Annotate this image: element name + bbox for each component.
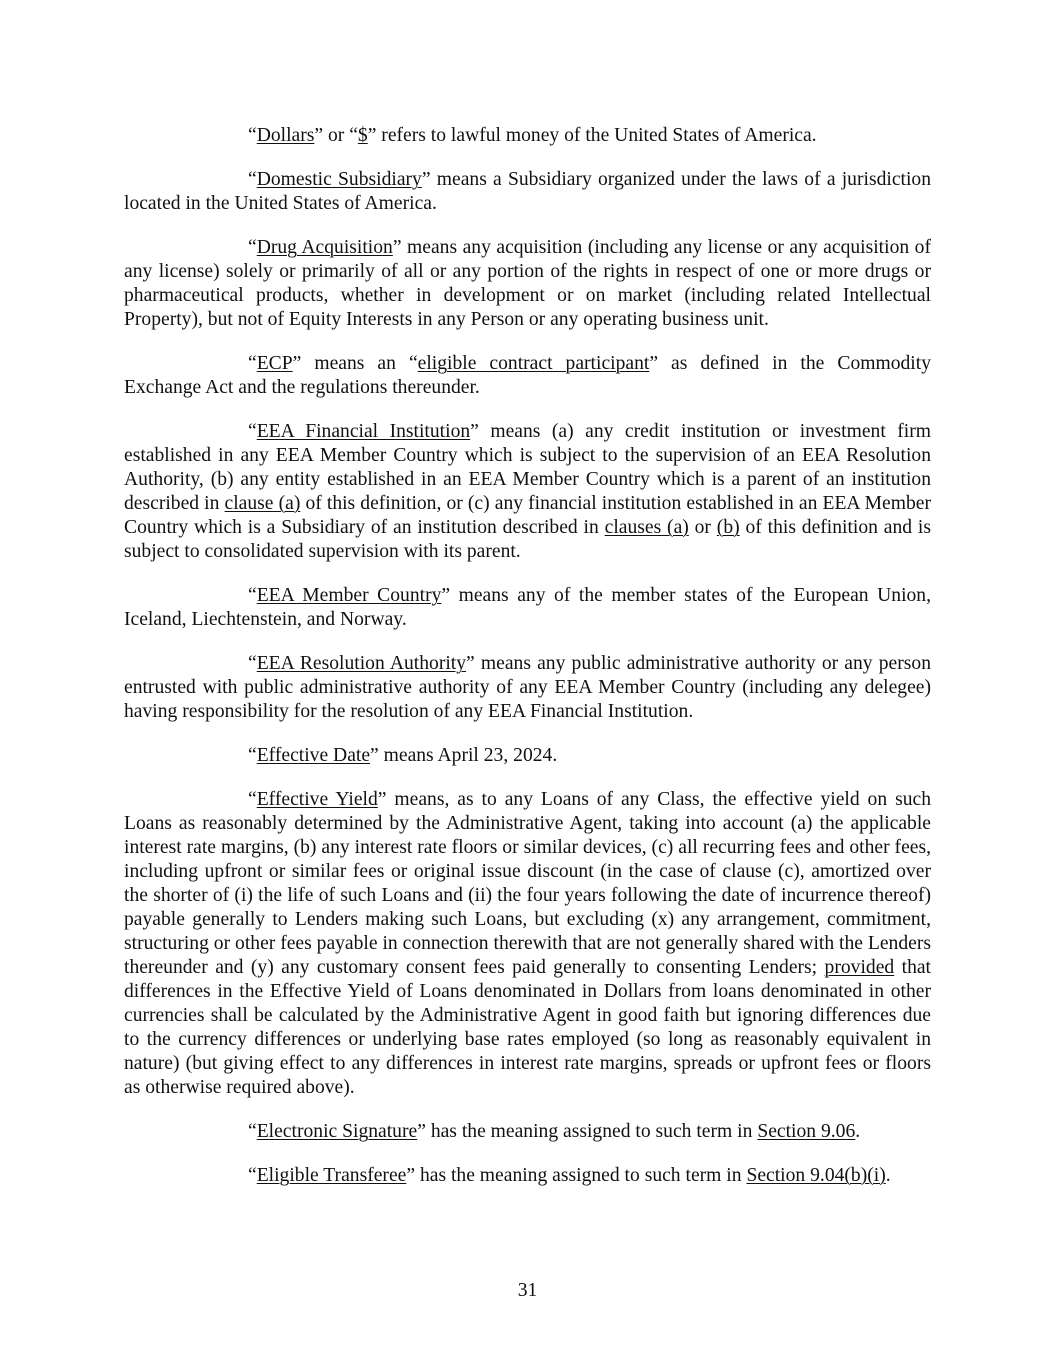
paragraph-text: ” means (a) any credit institution or investment firm established in any EEA Member Country which is subject to the supervision of an EEA Resolution Authority, (b) any entity established in an EEA Member Country which is a parent of an institution described in (124, 421, 932, 514)
paragraph-text: ” means an “ (292, 353, 418, 374)
definition-paragraph (124, 788, 931, 1100)
document-body (124, 124, 931, 1208)
underlined-term: eligible contract participant (417, 353, 650, 374)
page-number: 31 (517, 1280, 538, 1301)
paragraph-text: ” means any of the member states of the European Union, Iceland, Liechtenstein, and Norway. (124, 585, 932, 630)
paragraph-text: ” or “ (314, 125, 358, 146)
paragraph-text: ” means April 23, 2024. (370, 745, 558, 766)
definition-paragraph (124, 352, 931, 400)
underlined-term: Eligible Transferee (256, 1165, 407, 1186)
underlined-term: ECP (256, 353, 293, 374)
paragraph-text: that differences in the Effective Yield of Loans denominated in Dollars from loans denominated in other currencies shall be calculated by the Administrative Agent in good faith but ignoring differences due to the currency differences or underlying base rates employed (so long as reasonably equivalent in nature) (but giving effect to any differences in interest rate margins, spreads or upfront fees or floors as otherwise required above). (124, 957, 932, 1098)
underlined-term: EEA Resolution Authority (256, 653, 467, 674)
underlined-term: Effective Date (256, 745, 371, 766)
paragraph-text: “ (248, 353, 257, 374)
paragraph-text: “ (248, 745, 257, 766)
underlined-term: $ (357, 125, 368, 146)
definition-paragraph (124, 168, 931, 216)
definition-paragraph (124, 584, 931, 632)
paragraph-text: ” as defined in the Commodity Exchange Act and the regulations thereunder. (124, 353, 931, 398)
paragraph-text: ” means, as to any Loans of any Class, the effective yield on such Loans as reasonably determined by the Administrative Agent, taking into account (a) the applicable interest rate margins, (b) any interest rate floors or similar devices, (c) all recurring fees and other fees, including upfront or similar fees or original issue discount (in the case of clause (c), amortized over the shorter of (i) the life of such Loans and (ii) the four years following the date of incurrence thereof) payable generally to Lenders making such Loans, but excluding (x) any arrangement, commitment, structuring or other fees payable in connection therewith that are not generally shared with the Lenders thereunder and (y) any customary consent fees paid generally to consenting Lenders; (124, 789, 931, 978)
definition-paragraph (124, 420, 931, 564)
underlined-term: clauses (a) (604, 517, 689, 538)
paragraph-text: ” has the meaning assigned to such term in (417, 1121, 758, 1142)
paragraph-text: ” means any public administrative authority or any person entrusted with public administrative authority of any EEA Member Country (including any delegee) having responsibility for the resolution of any EEA Financial Institution. (124, 653, 931, 722)
underlined-term: Drug Acquisition (256, 237, 393, 258)
underlined-term: Effective Yield (256, 789, 378, 810)
underlined-term: Domestic Subsidiary (256, 169, 422, 190)
underlined-term: clause (a) (224, 493, 301, 514)
underlined-term: Electronic Signature (256, 1121, 418, 1142)
paragraph-text: ” means a Subsidiary organized under the laws of a jurisdiction located in the United States of America. (124, 169, 931, 214)
paragraph-text: “ (248, 237, 257, 258)
underlined-term: Dollars (256, 125, 315, 146)
paragraph-text: of this definition, or (c) any financial institution established in an EEA Member Country which is a Subsidiary of an institution described in (124, 493, 931, 538)
paragraph-text: or (688, 517, 717, 538)
underlined-term: provided (824, 957, 895, 978)
definition-paragraph (124, 1164, 931, 1188)
paragraph-text: “ (248, 585, 257, 606)
definition-paragraph (124, 124, 931, 148)
paragraph-text: “ (248, 1121, 257, 1142)
paragraph-text: “ (248, 421, 257, 442)
definition-paragraph (124, 1120, 931, 1144)
paragraph-text: ” has the meaning assigned to such term in (406, 1165, 747, 1186)
paragraph-text: of this definition and is subject to consolidated supervision with its parent. (124, 517, 931, 562)
definition-paragraph (124, 744, 931, 768)
definition-paragraph (124, 236, 931, 332)
paragraph-text: “ (248, 1165, 257, 1186)
paragraph-text: . (885, 1165, 891, 1186)
paragraph-text: “ (248, 789, 257, 810)
paragraph-text: ” means any acquisition (including any license or any acquisition of any license) solely or primarily of all or any portion of the rights in respect of one or more drugs or pharmaceutical products, whether in development or on market (including related Intellectual Property), but not of Equity Interests in any Person or any operating business unit. (124, 237, 931, 330)
underlined-term: Section 9.06 (757, 1121, 856, 1142)
paragraph-text: . (855, 1121, 861, 1142)
underlined-term: Section 9.04(b)(i) (746, 1165, 886, 1186)
definition-paragraph (124, 652, 931, 724)
paragraph-text: ” refers to lawful money of the United States of America. (367, 125, 817, 146)
paragraph-text: “ (248, 653, 257, 674)
underlined-term: EEA Financial Institution (256, 421, 471, 442)
paragraph-text: “ (248, 125, 257, 146)
paragraph-text: “ (248, 169, 257, 190)
underlined-term: EEA Member Country (256, 585, 442, 606)
underlined-term: (b) (716, 517, 740, 538)
